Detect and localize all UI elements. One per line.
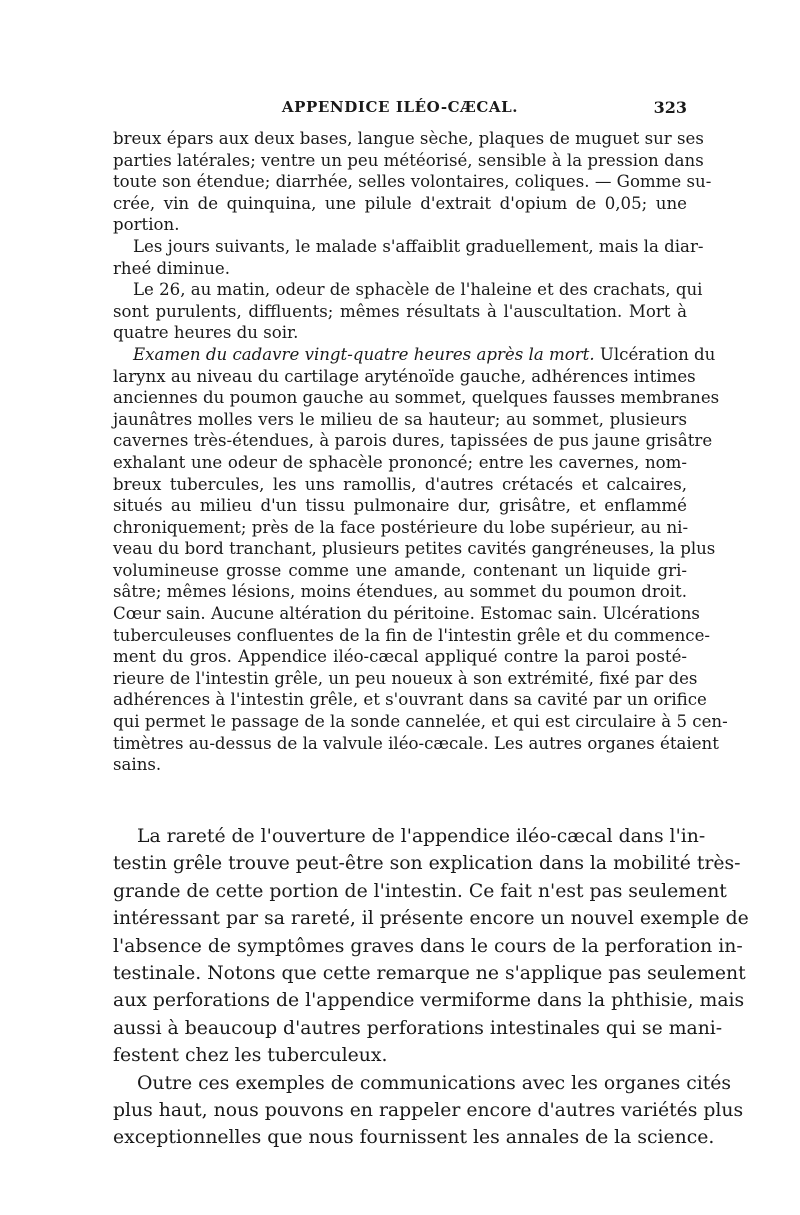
text-line: Cœur sain. Aucune altération du péritoine. Estomac sain. Ulcérations [113,604,700,624]
text-line: breux tubercules, les uns ramollis, d'autres crétacés et calcaires, [113,474,687,494]
text-line: Les jours suivants, le malade s'affaiblit graduellement, mais la diar- [133,236,704,256]
text-line: qui permet le passage de la sonde cannelée, et qui est circulaire à 5 cen- [113,712,728,732]
text-line: Le 26, au matin, odeur de sphacèle de l'haleine et des crachats, qui [133,280,703,300]
page-number: 323 [653,98,687,117]
running-title: APPENDICE ILÉO-CÆCAL. [281,98,519,116]
text-line: testinale. Notons que cette remarque ne s'applique pas seulement [113,962,746,984]
text-line: l'absence de symptômes graves dans le cours de la perforation in- [113,935,743,957]
autopsy-heading-line [113,344,716,366]
text-line: exhalant une odeur de sphacèle prononcé; entre les cavernes, nom- [113,452,687,472]
text-line: grande de cette portion de l'intestin. Ce fait n'est pas seulement [113,880,727,902]
text-line: tuberculeuses confluentes de la fin de l'intestin grêle et du commence- [113,625,711,645]
text-line: aussi à beaucoup d'autres perforations intestinales qui se mani- [113,1017,723,1039]
text-line: timètres au-dessus de la valvule iléo-cæcale. Les autres organes étaient [113,733,719,753]
text-line: chroniquement; près de la face postérieure du lobe supérieur, au ni- [113,517,689,537]
text-line: jaunâtres molles vers le milieu de sa hauteur; au sommet, plusieurs [113,409,687,429]
text-line: plus haut, nous pouvons en rappeler encore d'autres variétés plus [113,1099,744,1121]
text-line: testin grêle trouve peut-être son explication dans la mobilité très- [113,853,741,875]
text-line: portion. [113,215,180,235]
text-line: situés au milieu d'un tissu pulmonaire dur, grisâtre, et enflammé [113,496,687,516]
text-line: crée, vin de quinquina, une pilule d'extrait d'opium de 0,05; une [113,193,687,213]
text-line: volumineuse grosse comme une amande, contenant un liquide gri- [113,560,687,580]
text-line: intéressant par sa rareté, il présente encore un nouvel exemple de [113,908,749,930]
text-line: larynx au niveau du cartilage aryténoïde gauche, adhérences intimes [113,366,696,386]
text-line: quatre heures du soir. [113,323,299,343]
text-line: breux épars aux deux bases, langue sèche, plaques de muguet sur ses [113,129,704,148]
text-line: sains. [113,755,162,775]
text-line: cavernes très-étendues, à parois dures, tapissées de pus jaune grisâtre [113,431,713,451]
text-line: rieure de l'intestin grêle, un peu noueux à son extrémité, fixé par des [113,668,698,688]
text-line: aux perforations de l'appendice vermiforme dans la phthisie, mais [113,990,745,1012]
case-report-text [113,128,728,776]
commentary-text [113,823,749,1152]
text-line: anciennes du poumon gauche au sommet, quelques fausses membranes [113,388,720,408]
text-line: La rareté de l'ouverture de l'appendice iléo-cæcal dans l'in- [137,826,706,847]
text-line: parties latérales; ventre un peu météorisé, sensible à la pression dans [113,150,704,170]
autopsy-heading: Examen du cadavre vingt-quatre heures après la mort. [133,344,595,364]
text-line: toute son étendue; diarrhée, selles volontaires, coliques. — Gomme su- [113,172,712,192]
text-line: ment du gros. Appendice iléo-cæcal appliqué contre la paroi posté- [113,647,687,667]
text-line: sâtre; mêmes lésions, moins étendues, au sommet du poumon droit. [113,582,687,602]
text-line: festent chez les tuberculeux. [113,1045,388,1067]
text-line: sont purulents, diffluents; mêmes résultats à l'auscultation. Mort à [113,301,687,321]
text-line: exceptionnelles que nous fournissent les annales de la science. [113,1127,715,1149]
text-line: rheé diminue. [113,258,230,278]
text-line: veau du bord tranchant, plusieurs petites cavités gangréneuses, la plus [113,539,716,559]
text-span: Ulcération du [594,344,716,364]
text-line: adhérences à l'intestin grêle, et s'ouvrant dans sa cavité par un orifice [113,690,707,710]
running-head [113,98,687,120]
text-line: Outre ces exemples de communications avec les organes cités [137,1072,732,1094]
